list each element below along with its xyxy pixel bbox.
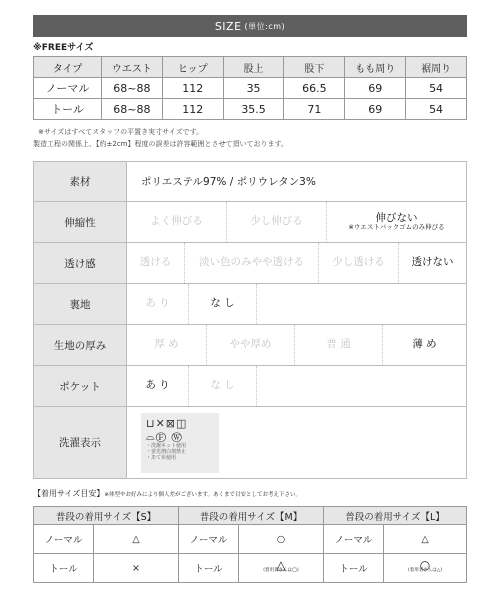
stretch-label: 伸縮性 [34, 202, 127, 243]
table-row [34, 99, 467, 120]
col-rise: 股上 [223, 57, 284, 78]
size-unit: (単位:cm) [244, 21, 286, 31]
thickness-option-mid-thick: やや厚め [207, 325, 295, 365]
thickness-option-normal: 普 通 [295, 325, 383, 365]
free-size-label: ※FREEサイズ [33, 43, 94, 53]
material-table [33, 161, 467, 479]
cell: 112 [162, 99, 223, 120]
fit-type: トール [179, 554, 239, 583]
care-note: ・あて布使用 [146, 454, 177, 461]
size-header [33, 15, 467, 37]
fit-col-l: 普段の着用サイズ【L】 [324, 507, 467, 525]
thickness-option-thin: 薄 め [412, 338, 437, 351]
col-type: タイプ [34, 57, 102, 78]
stretch-option-some: 少し伸びる [227, 202, 327, 242]
cell: 112 [162, 78, 223, 99]
row-pocket [34, 366, 467, 407]
col-hem: 裾周り [406, 57, 467, 78]
fit-col-s: 普段の着用サイズ【S】 [34, 507, 179, 525]
stretch-option-none [327, 202, 466, 242]
table-row [34, 525, 467, 554]
table-row [34, 554, 467, 583]
cell: トール [34, 99, 102, 120]
cell: 68~88 [102, 99, 163, 120]
fit-guide-title [33, 488, 301, 499]
size-title: SIZE [214, 19, 242, 33]
row-care [34, 407, 467, 479]
cell: ノーマル [34, 78, 102, 99]
col-hip: ヒップ [162, 57, 223, 78]
col-inseam: 股下 [284, 57, 345, 78]
fit-title-text: 【着用サイズ目安】 [33, 489, 105, 498]
col-waist: ウエスト [102, 57, 163, 78]
care-label: 洗濯表示 [34, 407, 127, 479]
thickness-option-thick: 厚 め [127, 325, 207, 365]
cell: 35.5 [223, 99, 284, 120]
lining-option-yes: あ り [127, 284, 189, 324]
care-note: ・洗濯ネット使用 [146, 442, 187, 449]
pocket-option-no: な し [189, 366, 257, 406]
fit-type: ノーマル [34, 525, 94, 554]
fit-mark-m: ○ [239, 525, 324, 554]
fit-table-header [34, 507, 467, 525]
row-stretch [34, 202, 467, 243]
stretch-selected: 伸びない [375, 211, 418, 224]
cell: 68~88 [102, 78, 163, 99]
care-note: ・蛍光増白剤禁止 [146, 448, 187, 455]
sheer-option-none: 透けない [411, 256, 454, 269]
size-table [33, 56, 467, 120]
row-sheer [34, 243, 467, 284]
lining-option-no: な し [189, 284, 257, 324]
fit-type: ノーマル [179, 525, 239, 554]
sheer-option-slight: 少し透ける [319, 243, 399, 283]
material-value: ポリエステル97% / ポリウレタン3% [127, 162, 467, 202]
col-thigh: もも周り [345, 57, 406, 78]
fit-type: トール [34, 554, 94, 583]
stretch-note: ※ウエストバックゴムのみ伸びる [348, 223, 445, 232]
thickness-label: 生地の厚み [34, 325, 127, 366]
fit-mark-s: △ [94, 525, 179, 554]
sheer-label: 透け感 [34, 243, 127, 284]
fit-col-m: 普段の着用サイズ【M】 [179, 507, 324, 525]
pocket-option-yes: あ り [127, 366, 189, 406]
cell: 66.5 [284, 78, 345, 99]
fit-note-l: (着用者さんは△) [408, 568, 442, 573]
tolerance-note: 製造工程の関係上、【約±2cm】程度の誤差は許容範囲とさせて頂いております。 [33, 140, 288, 148]
fit-mark-m: △ [276, 558, 286, 572]
cell: 69 [345, 78, 406, 99]
size-table-header [34, 57, 467, 78]
pocket-label: ポケット [34, 366, 127, 407]
fit-table [33, 506, 467, 583]
cell: 35 [223, 78, 284, 99]
fit-mark-m-cell [239, 554, 324, 583]
cell: 54 [406, 78, 467, 99]
material-label: 素材 [34, 162, 127, 202]
cell: 54 [406, 99, 467, 120]
fit-type: トール [324, 554, 384, 583]
sheer-option-sheer: 透ける [127, 243, 185, 283]
lining-label: 裏地 [34, 284, 127, 325]
fit-subtitle: ※体型やお好みにより個人差がございます。あくまで目安としてお考え下さい。 [104, 492, 302, 498]
row-thickness [34, 325, 467, 366]
cell: 71 [284, 99, 345, 120]
row-lining [34, 284, 467, 325]
care-symbols-panel [141, 413, 219, 473]
fit-mark-l: △ [384, 525, 467, 554]
fit-note-m: (着用者さんは◯) [263, 568, 299, 573]
stretch-option-high: よく伸びる [127, 202, 227, 242]
fit-type: ノーマル [324, 525, 384, 554]
wash-symbols-icon: ⊔✕⊠◫ ⌓Ⓕ Ⓦ [146, 416, 188, 443]
measurement-note: ※サイズはすべてスタッフの平置き実寸サイズです。 [38, 128, 204, 136]
fit-mark-l-cell [384, 554, 467, 583]
fit-mark-l: ○ [419, 558, 431, 572]
row-material [34, 162, 467, 202]
cell: 69 [345, 99, 406, 120]
table-row [34, 78, 467, 99]
fit-mark-s: × [94, 554, 179, 583]
sheer-option-light: 淡い色のみやや透ける [185, 243, 319, 283]
